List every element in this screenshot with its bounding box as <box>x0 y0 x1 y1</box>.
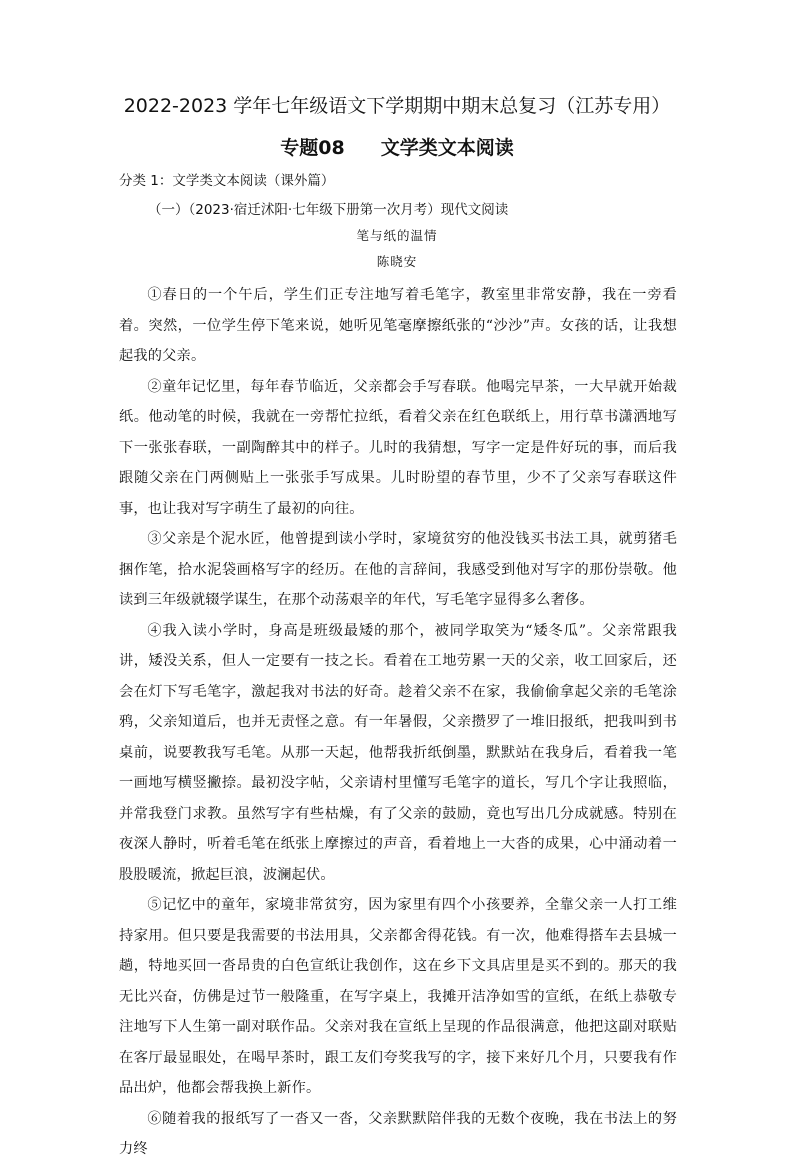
paragraph-3: ③父亲是个泥水匠，他曾提到读小学时，家境贫穷的他没钱买书法工具，就剪猪毛捆作笔，拾水泥袋画格写字的经历。在他的言辞间，我感受到他对写字的那份崇敬。他读到三年级就辍学谋生，在那个动荡艰辛的年代，写毛笔字显得多么奢侈。 <box>119 531 677 608</box>
topic-name: 文学类文本阅读 <box>380 137 514 159</box>
section-heading: （一）（2023·宿迁沭阳·七年级下册第一次月考）现代文阅读 <box>148 202 509 218</box>
paragraph-2: ②童年记忆里，每年春节临近，父亲都会手写春联。他喝完早茶，一大早就开始裁纸。他动笔的时候，我就在一旁帮忙拉纸，看着父亲在红色联纸上，用行草书潇洒地写下一张张春联，一副陶醉其中的样子。儿时的我猜想，写字一定是件好玩的事，而后我跟随父亲在门两侧贴上一张张手写成果。儿时盼望的春节里，少不了父亲写春联这件事，也让我对写字萌生了最初的向往。 <box>119 378 677 517</box>
essay-author: 陈晓安 <box>376 254 418 269</box>
category-heading: 分类 1：文学类文本阅读（课外篇） <box>119 173 335 189</box>
paragraph-1: ①春日的一个午后，学生们正专注地写着毛笔字，教室里非常安静，我在一旁看着。突然，一位学生停下笔来说，她听见笔毫摩擦纸张的“沙沙”声。女孩的话，让我想起我的父亲。 <box>119 287 677 364</box>
paragraph-6: ⑥随着我的报纸写了一沓又一沓，父亲默默陪伴我的无数个夜晚，我在书法上的努力终 <box>119 1110 677 1157</box>
essay-title: 笔与纸的温情 <box>356 228 438 243</box>
topic-number: 专题08 <box>280 137 345 159</box>
document-title: 2022-2023 学年七年级语文下学期期中期末总复习（江苏专用） <box>123 95 671 117</box>
essay-body <box>119 280 677 1165</box>
topic-heading <box>0 136 794 160</box>
paragraph-4: ④我入读小学时，身高是班级最矮的那个，被同学取笑为“矮冬瓜”。父亲常跟我讲，矮没关系，但人一定要有一技之长。看着在工地劳累一天的父亲，收工回家后，还会在灯下写毛笔字，激起我对书法的好奇。趁着父亲不在家，我偷偷拿起父亲的毛笔涂鸦，父亲知道后，也并无责怪之意。有一年暑假，父亲攒罗了一堆旧报纸，把我叫到书桌前，说要教我写毛笔。从那一天起，他帮我折纸倒墨，默默站在我身后，看着我一笔一画地写横竖撇捺。最初没字帖，父亲请村里懂写毛笔字的道长，写几个字让我照临，并常我登门求教。虽然写字有些枯燥，有了父亲的鼓励，竟也写出几分成就感。特别在夜深人静时，听着毛笔在纸张上摩擦过的声音，看着地上一大沓的成果，心中涌动着一股股暖流，掀起巨浪，波澜起伏。 <box>119 622 677 883</box>
paragraph-5: ⑤记忆中的童年，家境非常贫穷，因为家里有四个小孩要养，全靠父亲一人打工维持家用。但只要是我需要的书法用具，父亲都舍得花钱。有一次，他难得搭车去县城一趟，特地买回一沓昂贵的白色宣纸让我创作，这在乡下文具店里是买不到的。那天的我无比兴奋，仿佛是过节一般隆重，在写字桌上，我摊开洁净如雪的宣纸，在纸上恭敬专注地写下人生第一副对联作品。父亲对我在宣纸上呈现的作品很满意，他把这副对联贴在客厅最显眼处，在喝早茶时，跟工友们夸奖我写的字，接下来好几个月，只要我有作品出炉，他都会帮我换上新作。 <box>119 897 677 1096</box>
